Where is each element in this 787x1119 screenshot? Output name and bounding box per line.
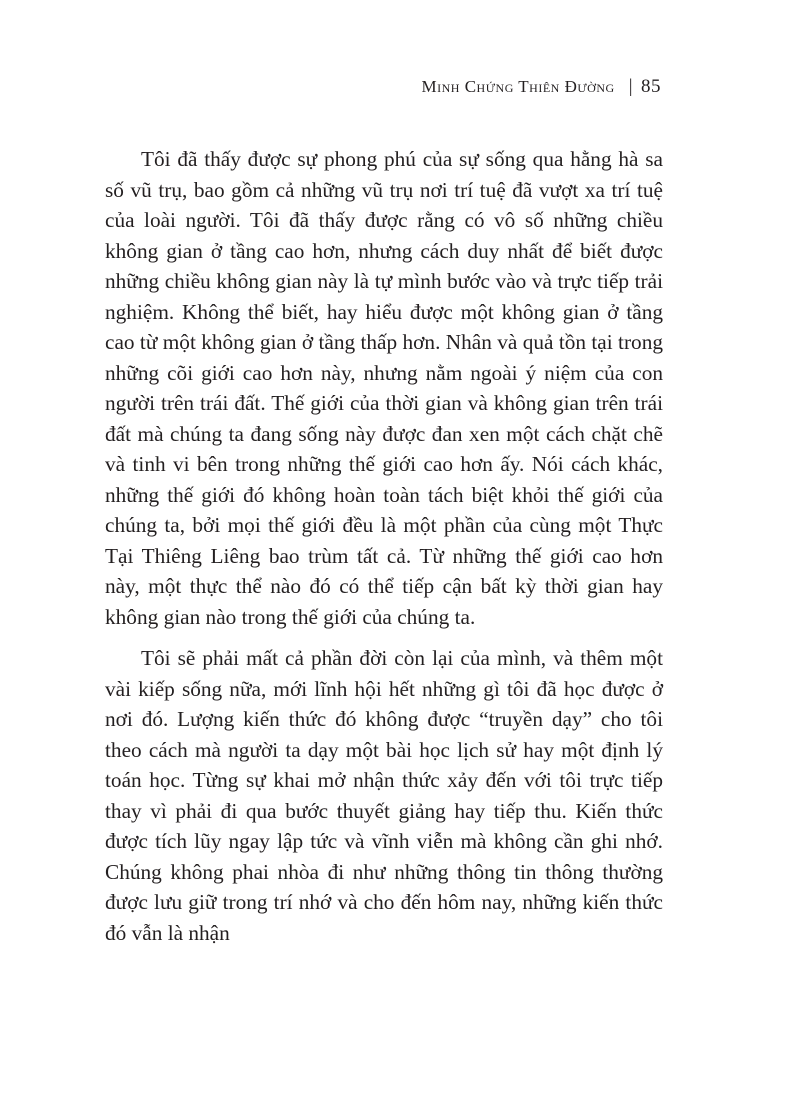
page-number: 85	[641, 76, 661, 97]
paragraph-2: Tôi sẽ phải mất cả phần đời còn lại của mình, và thêm một vài kiếp sống nữa, mới lĩnh hội hết những gì tôi đã học được ở nơi đó. Lượng kiến thức đó không được “truyền dạy” cho tôi theo cách mà người ta dạy một bài học lịch sử hay một định lý toán học. Từng sự khai mở nhận thức xảy đến với tôi trực tiếp thay vì phải đi qua bước thuyết giảng hay tiếp thu. Kiến thức được tích lũy ngay lập tức và vĩnh viễn mà không cần ghi nhớ. Chúng không phai nhòa đi như những thông tin thông thường được lưu giữ trong trí nhớ và cho đến hôm nay, những kiến thức đó vẫn là nhận	[105, 646, 663, 945]
running-title: Minh Chứng Thiên Đường	[421, 77, 615, 96]
header-separator: |	[628, 76, 633, 97]
paragraph-1: Tôi đã thấy được sự phong phú của sự sống qua hằng hà sa số vũ trụ, bao gồm cả những vũ trụ nơi trí tuệ đã vượt xa trí tuệ của loài người. Tôi đã thấy được rằng có vô số những chiều không gian ở tầng cao hơn, nhưng cách duy nhất để biết được những chiều không gian này là tự mình bước vào và trực tiếp trải nghiệm. Không thể biết, hay hiểu được một không gian ở tầng cao từ một không gian ở tầng thấp hơn. Nhân và quả tồn tại trong những cõi giới cao hơn này, nhưng nằm ngoài ý niệm của con người trên trái đất. Thế giới của thời gian và không gian trên trái đất mà chúng ta đang sống này được đan xen một cách chặt chẽ và tinh vi bên trong những thế giới cao hơn ấy. Nói cách khác, những thế giới đó không hoàn toàn tách biệt khỏi thế giới của chúng ta, bởi mọi thế giới đều là một phần của cùng một Thực Tại Thiêng Liêng bao trùm tất cả. Từ những thế giới cao hơn này, một thực thể nào đó có thể tiếp cận bất kỳ thời gian hay không gian nào trong thế giới của chúng ta.	[105, 147, 663, 629]
body-text	[105, 144, 663, 959]
running-header	[422, 76, 661, 98]
